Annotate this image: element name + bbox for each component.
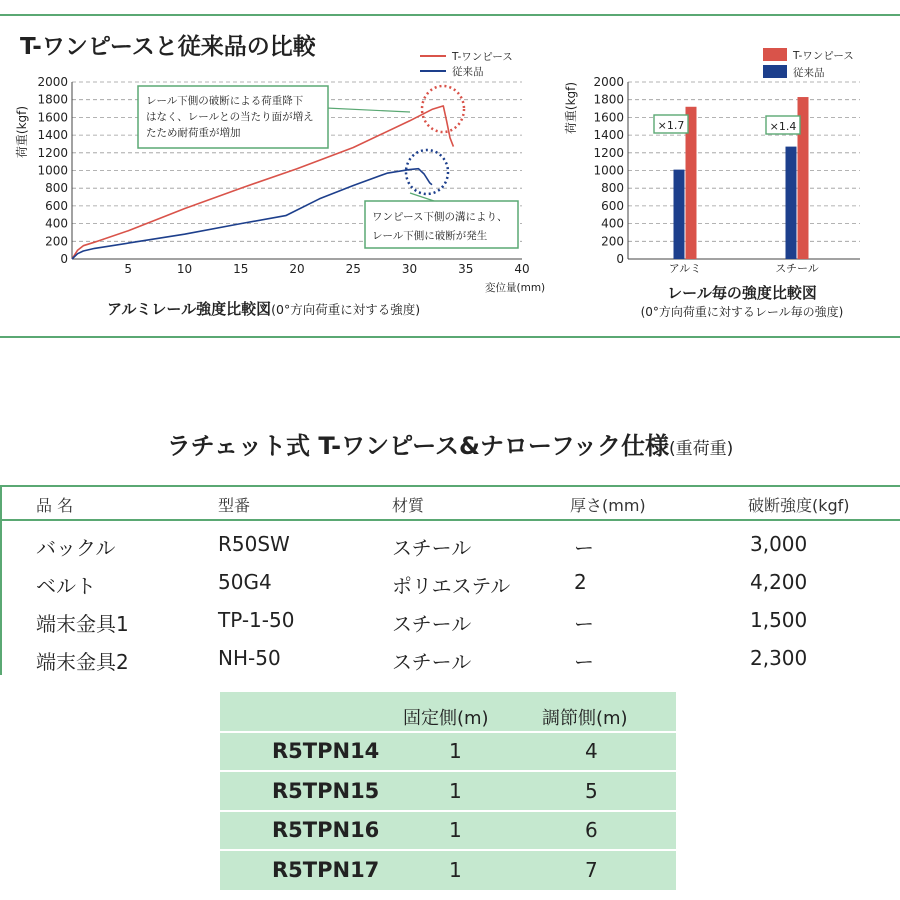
line-chart-xtick: 15 — [233, 262, 249, 276]
bar-chart-ytick: 1200 — [593, 145, 624, 160]
line-chart-ytick: 2000 — [37, 75, 68, 89]
spec-cell: 1,500 — [750, 608, 808, 632]
bar-chart-ytick: 1000 — [593, 163, 624, 178]
line-chart-xtick: 35 — [458, 262, 474, 276]
length-model: R5TPN14 — [272, 739, 380, 763]
bar-chart-ytick: 800 — [601, 181, 624, 196]
line-chart-caption-main: アルミレール強度比較図 — [107, 300, 272, 318]
line-chart-xtick: 40 — [514, 262, 530, 276]
spec-header-material: 材質 — [392, 496, 425, 515]
middle-divider — [0, 336, 900, 338]
bar-chart-ytick: 2000 — [593, 75, 624, 89]
bar-conventional — [674, 170, 685, 259]
line-chart-caption — [107, 300, 420, 318]
ratio-label-steel: ×1.4 — [769, 120, 797, 133]
annotation-bottom-line-1: ワンピース下側の溝により、 — [372, 211, 508, 223]
spec-cell: TP-1-50 — [218, 608, 295, 632]
line-chart-ytick: 1800 — [37, 92, 68, 107]
length-header-adjust: 調節側(m) — [542, 708, 628, 729]
length-adjust-value: 4 — [585, 739, 598, 763]
spec-cell: ベルト — [36, 574, 96, 598]
line-chart-xtick: 30 — [401, 262, 418, 276]
annotation-top-line-2: はなく、レールとの当たり面が増え — [146, 111, 314, 123]
spec-header-strength: 破断強度(kgf) — [748, 496, 850, 515]
bar-chart-ytick: 1400 — [593, 128, 624, 143]
spec-cell: 4,200 — [750, 570, 808, 594]
spec-cell: NH-50 — [218, 646, 281, 670]
annotation-top-line-1: レール下側の破断による荷重降下 — [146, 95, 304, 107]
spec-table-top-border — [0, 485, 900, 487]
length-table-rule — [220, 731, 676, 733]
length-adjust-value: 5 — [585, 779, 598, 803]
legend-label-conventional: 従来品 — [452, 66, 484, 78]
callout-line-top — [326, 108, 410, 112]
length-adjust-value: 7 — [585, 858, 598, 882]
bar-chart-caption-sub: (0°方向荷重に対するレール毎の強度) — [640, 305, 844, 319]
legend-label-conventional-bar: 従来品 — [793, 67, 825, 79]
spec-cell: スチール — [392, 536, 472, 560]
bar-chart-ytick: 600 — [601, 198, 624, 213]
spec-cell: ポリエステル — [392, 574, 511, 598]
length-table — [220, 692, 676, 890]
line-chart-ytick: 600 — [45, 198, 68, 213]
line-chart-ytick: 200 — [45, 234, 68, 249]
bar-chart-ytick: 200 — [601, 234, 624, 249]
ratio-label-alumi: ×1.7 — [657, 119, 685, 132]
annotation-bottom-line-2: レール下側に破断が発生 — [372, 230, 488, 242]
spec-cell: スチール — [392, 650, 472, 674]
spec-cell: 端末金具2 — [36, 650, 129, 674]
bar-chart-ytick: 1600 — [593, 110, 624, 125]
length-table-rule — [220, 810, 676, 812]
length-model: R5TPN16 — [272, 818, 380, 842]
line-chart-ylabel: 荷重(kgf) — [15, 105, 29, 159]
spec-cell: 2,300 — [750, 646, 808, 670]
length-model: R5TPN17 — [272, 858, 380, 882]
length-fixed-value: 1 — [449, 739, 462, 763]
legend-label-tonepiece-bar: T-ワンピース — [793, 50, 854, 62]
spec-cell: R50SW — [218, 532, 290, 556]
legend-swatch-tonepiece-bar — [763, 48, 787, 61]
line-chart-caption-sub: (0°方向荷重に対する強度) — [271, 302, 421, 317]
spec-cell: バックル — [36, 536, 116, 560]
bar-chart-ylabel: 荷重(kgf) — [564, 81, 578, 135]
spec-cell: ー — [574, 536, 594, 560]
spec-title-main: ラチェット式 T-ワンピース&ナローフック仕様 — [166, 432, 670, 460]
line-chart-xtick: 25 — [345, 262, 361, 276]
bar-chart-ytick: 1800 — [593, 92, 624, 107]
spec-cell: 3,000 — [750, 532, 808, 556]
line-chart-xlabel: 変位量(mm) — [485, 282, 546, 294]
legend-swatch-conventional-bar — [763, 65, 787, 78]
length-adjust-value: 6 — [585, 818, 598, 842]
bar-chart-caption-main: レール毎の強度比較図 — [667, 284, 817, 302]
spec-header-name: 品 名 — [36, 496, 74, 515]
bar-conventional — [786, 147, 797, 259]
spec-title-sub: (重荷重) — [669, 439, 734, 459]
line-chart-ytick: 0 — [60, 252, 68, 266]
line-chart-xtick: 5 — [124, 262, 133, 276]
line-chart-ytick: 1600 — [37, 110, 68, 125]
annotation-top-line-3: たため耐荷重が増加 — [146, 127, 241, 139]
length-fixed-value: 1 — [449, 779, 462, 803]
length-table-rule — [220, 770, 676, 772]
page-title: T-ワンピースと従来品の比較 — [20, 34, 316, 60]
spec-cell: ー — [574, 612, 594, 636]
line-chart-ytick: 1200 — [37, 145, 68, 160]
line-chart-ytick: 1400 — [37, 128, 68, 143]
line-chart — [0, 0, 560, 330]
line-chart-xtick: 20 — [289, 262, 305, 276]
spec-cell: 端末金具1 — [36, 612, 129, 636]
line-chart-xtick: 10 — [176, 262, 193, 276]
spec-cell: スチール — [392, 612, 472, 636]
line-chart-ytick: 400 — [45, 216, 68, 231]
bar-chart — [564, 0, 890, 330]
spec-table-left-border — [0, 485, 2, 675]
legend-label-tonepiece: T-ワンピース — [452, 51, 513, 63]
length-header-fixed: 固定側(m) — [403, 708, 489, 729]
bar-chart-ytick: 400 — [601, 216, 624, 231]
bar-chart-category-label: スチール — [775, 262, 819, 275]
red-highlight-circle — [422, 86, 464, 132]
spec-table — [0, 485, 900, 675]
blue-highlight-circle — [406, 150, 448, 194]
spec-header-model: 型番 — [218, 496, 251, 515]
bar-chart-ytick: 0 — [616, 252, 624, 266]
line-chart-ytick: 1000 — [37, 163, 68, 178]
length-model: R5TPN15 — [272, 779, 380, 803]
length-table-rule — [220, 849, 676, 851]
spec-cell: ー — [574, 650, 594, 674]
spec-cell: 2 — [574, 570, 587, 594]
spec-header-thickness: 厚さ(mm) — [570, 496, 646, 515]
length-fixed-value: 1 — [449, 858, 462, 882]
spec-cell: 50G4 — [218, 570, 272, 594]
length-fixed-value: 1 — [449, 818, 462, 842]
line-chart-ytick: 800 — [45, 181, 68, 196]
bar-chart-category-label: アルミ — [668, 262, 702, 275]
spec-table-header-rule — [0, 519, 900, 521]
spec-title — [0, 426, 900, 461]
